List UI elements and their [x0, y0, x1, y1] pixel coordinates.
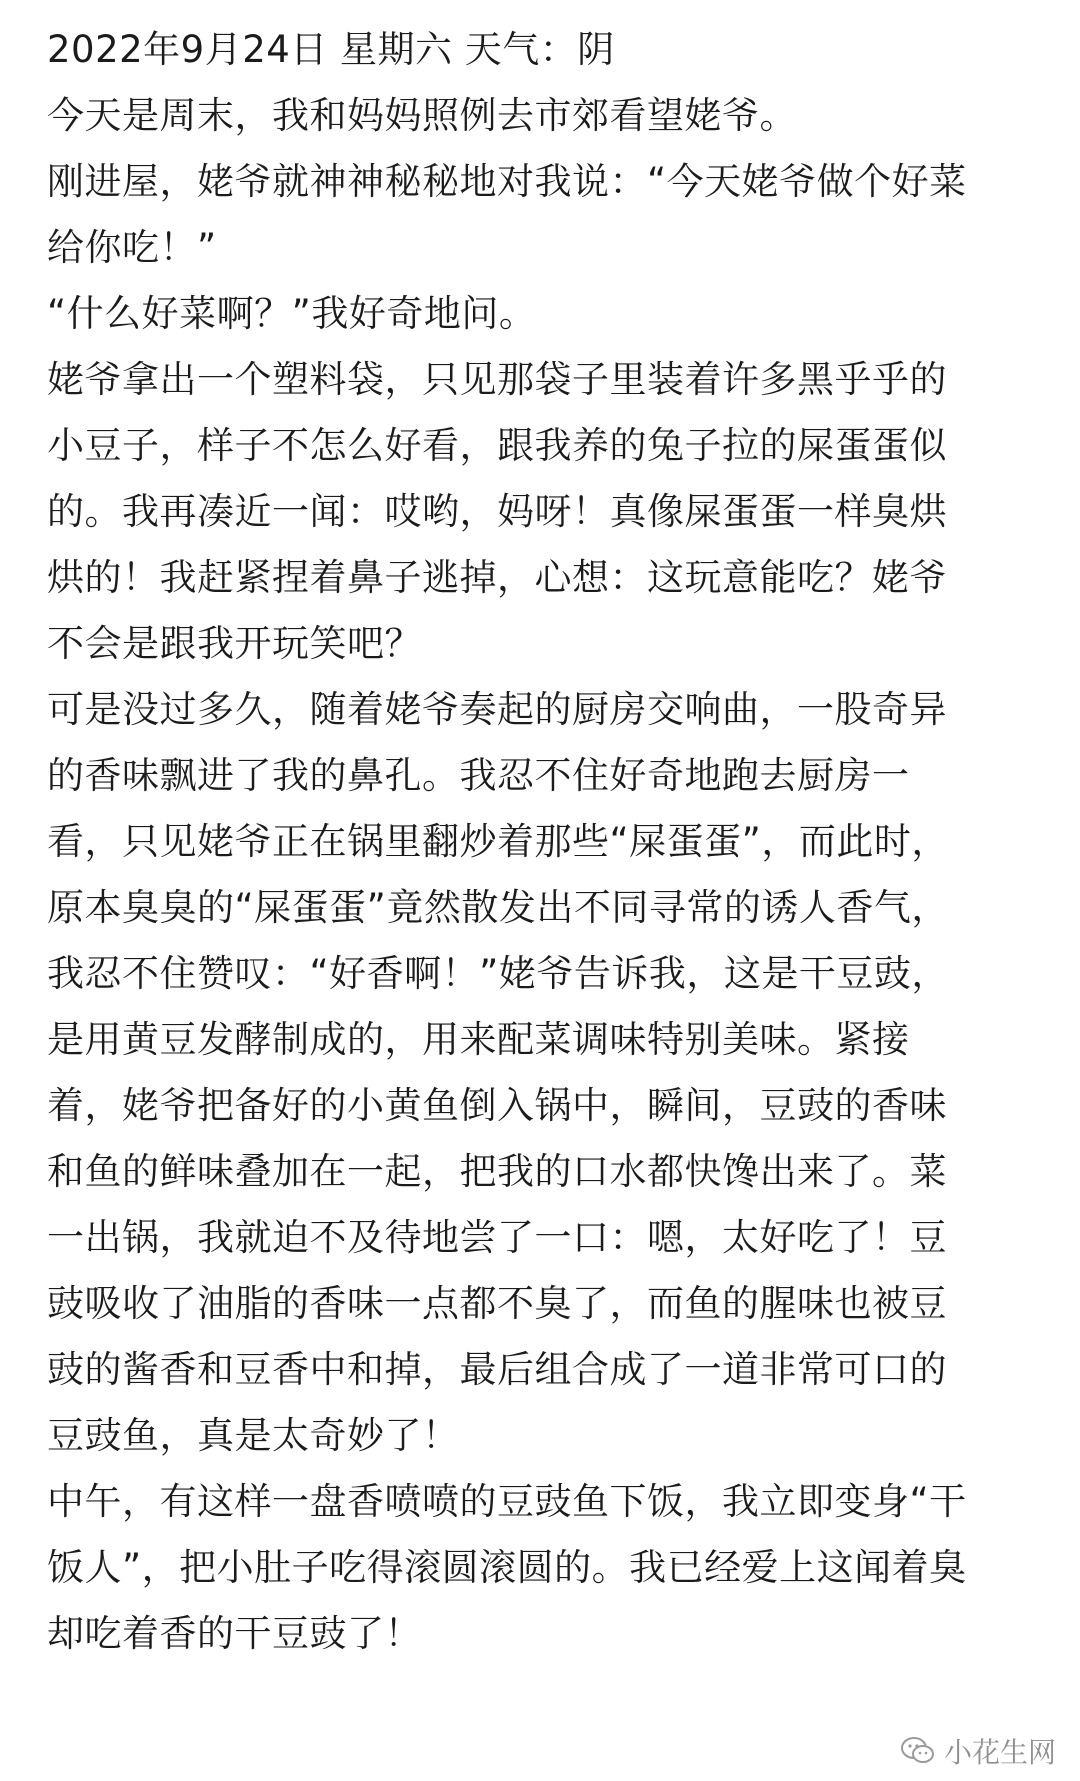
diary-line: 饭人”，把小肚子吃得滚圆滚圆的。我已经爱上这闻着臭 — [47, 1546, 967, 1589]
diary-line: 刚进屋，姥爷就神神秘秘地对我说：“今天姥爷做个好菜 — [47, 160, 967, 203]
diary-line: 给你吃！” — [47, 226, 217, 269]
diary-line: 着，姥爷把备好的小黄鱼倒入锅中，瞬间，豆豉的香味 — [47, 1084, 947, 1127]
diary-line: 我忍不住赞叹：“好香啊！”姥爷告诉我，这是干豆豉， — [47, 952, 949, 995]
diary-line: 豉的酱香和豆香中和掉，最后组合成了一道非常可口的 — [47, 1348, 947, 1391]
diary-line: “什么好菜啊？”我好奇地问。 — [47, 292, 537, 335]
diary-line: 小豆子，样子不怎么好看，跟我养的兔子拉的屎蛋蛋似 — [47, 424, 947, 467]
watermark — [900, 1731, 1056, 1771]
diary-line: 是用黄豆发酵制成的，用来配菜调味特别美味。紧接 — [47, 1018, 910, 1061]
diary-line: 却吃着香的干豆豉了！ — [47, 1612, 422, 1655]
diary-line: 豆豉鱼，真是太奇妙了！ — [47, 1414, 460, 1457]
wechat-icon — [900, 1735, 936, 1767]
diary-line: 豉吸收了油脂的香味一点都不臭了，而鱼的腥味也被豆 — [47, 1282, 947, 1325]
diary-line: 看，只见姥爷正在锅里翻炒着那些“屎蛋蛋”，而此时， — [47, 820, 949, 863]
diary-line: 不会是跟我开玩笑吧？ — [47, 622, 422, 665]
diary-line: 姥爷拿出一个塑料袋，只见那袋子里装着许多黑乎乎的 — [47, 358, 947, 401]
diary-line: 原本臭臭的“屎蛋蛋”竟然散发出不同寻常的诱人香气， — [47, 886, 949, 929]
watermark-text: 小花生网 — [943, 1736, 1056, 1769]
diary-line: 中午，有这样一盘香喷喷的豆豉鱼下饭，我立即变身“干 — [47, 1480, 967, 1523]
diary-date-line: 2022年9月24日 星期六 天气：阴 — [47, 28, 615, 71]
diary-line: 的。我再凑近一闻：哎哟，妈呀！真像屎蛋蛋一样臭烘 — [47, 490, 947, 533]
diary-line: 今天是周末，我和妈妈照例去市郊看望姥爷。 — [47, 94, 797, 137]
diary-line: 的香味飘进了我的鼻孔。我忍不住好奇地跑去厨房一 — [47, 754, 910, 797]
diary-line: 可是没过多久，随着姥爷奏起的厨房交响曲，一股奇异 — [47, 688, 947, 731]
diary-line: 一出锅，我就迫不及待地尝了一口：嗯，太好吃了！豆 — [47, 1216, 947, 1259]
diary-line: 烘的！我赶紧捏着鼻子逃掉，心想：这玩意能吃？姥爷 — [47, 556, 947, 599]
diary-line: 和鱼的鲜味叠加在一起，把我的口水都快馋出来了。菜 — [47, 1150, 947, 1193]
